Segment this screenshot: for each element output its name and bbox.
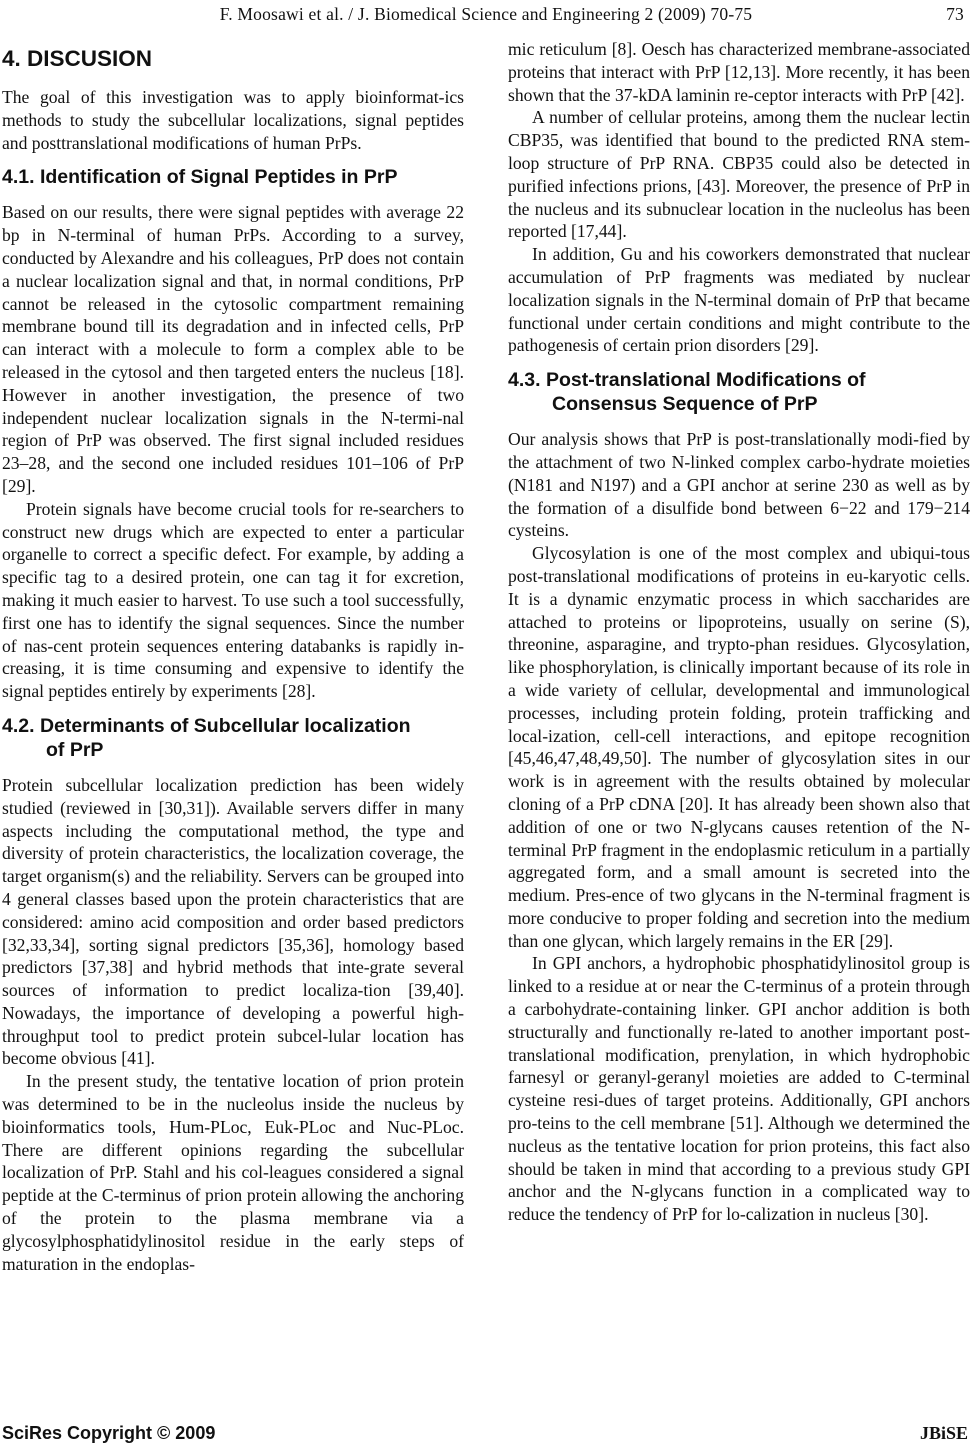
paragraph: The goal of this investigation was to apply bioinformat-ics methods to study the subcellular localizations, signal peptides and posttranslational modifications of human PrPs. — [2, 87, 464, 153]
paragraph: Glycosylation is one of the most complex and ubiqui-tous post-translational modifications of proteins in eu-karyotic cells. It is a dynamic enzymatic process in which saccharides are attached to proteins or lipoproteins, usually on serine (S), threonine, asparagine, and trypto-phan residues. Glycosylation, like phosphorylation, is clinically important because of its role in a wide variety of cellular, developmental and immunological processes, including protein folding, protein trafficking and local-ization, cell-cell interactions, and epitope recognition [45,46,47,48,49,50]. The number of glycosylation sites in our work is in agreement with the results obtained by molecular cloning of a PrP cDNA [20]. It has already been shown also that addition of one or two N-glycans causes retention of the N-terminal PrP fragment in the endoplasmic reticulum in a partially aggregated form, and a small amount is secreted into the medium. Pres-ence of two glycans in the N-terminal fragment is more conducive to proper folding and secretion into the medium than one glycan, which largely remains in the ER [29]. — [508, 543, 970, 951]
paragraph: In the present study, the tentative location of prion protein was determined to be in the nucleolus inside the nucleus by bioinformatics tools, Hum-PLoc, Euk-PLoc and Nuc-PLoc. There are different opinions regarding the subcellular localization of PrP. Stahl and his col-leagues considered a signal peptide at the C-terminus of prion protein allowing the anchoring of the protein to the plasma membrane via a glycosylphosphatidylinositol residue in the early steps of maturation in the endoplas- — [2, 1071, 464, 1274]
section-heading-discussion: 4. DISCUSION — [2, 46, 153, 71]
section-heading-4-3 — [508, 368, 970, 416]
paragraph: In addition, Gu and his coworkers demonstrated that nuclear accumulation of PrP fragments was mediated by nuclear localization signals in the N-terminal domain of PrP that became functional under certain conditions and might contribute to the pathogenesis of certain prion disorders [29]. — [508, 244, 970, 356]
right-column — [508, 38, 970, 1226]
paragraph: Protein subcellular localization prediction has been widely studied (reviewed in [30,31]). Available servers differ in many aspects including the computational method, the type and diversity of protein characteristics, the localization coverage, the target organism(s) and the reliability. Servers can be grouped into 4 general classes based upon the protein characteristics that are considered: amino acid composition and order based predictors [32,33,34], sorting signal predictors [35,36], homology based predictors [37,38] and hybrid methods that inte-grate several sources of information to predict localiza-tion [39,40]. Nowadays, the importance of developing a powerful high-throughput tool to predict protein subcel-lular location has become obvious [41]. — [2, 774, 464, 1069]
section-heading-4-2 — [2, 714, 464, 762]
heading-line: 4.3. Post-translational Modifications of — [508, 369, 866, 392]
footer-copyright: SciRes Copyright © 2009 — [2, 1423, 216, 1443]
heading-line: of PrP — [46, 738, 104, 761]
paragraph: Protein signals have become crucial tools for re-searchers to construct new drugs which are expected to enter a particular organelle to correct a specific defect. For example, by adding a specific tag to a desired protein, one can tag it for excretion, making it much easier to harvest. To use such a tool successfully, first one has to identify the signal sequences. Since the number of nas-cent protein sequences entering databanks is rapidly in-creasing, it is time consuming and expensive to identify the signal peptides entirely by experiments [28]. — [2, 498, 464, 702]
paragraph: mic reticulum [8]. Oesch has characterized membrane-associated proteins that interact with PrP [12,13]. More recently, it has been shown that the 37-kDA laminin re-ceptor interacts with PrP [42]. — [508, 39, 970, 105]
running-head-text: F. Moosawi et al. / J. Biomedical Science and Engineering 2 (2009) 70-75 — [219, 4, 753, 24]
paragraph: A number of cellular proteins, among them the nuclear lectin CBP35, was identified that bound to the predicted RNA stem-loop structure of PrP RNA. CBP35 could also be detected in purified infections prions, [43]. Moreover, the presence of PrP in the nucleus and its subnuclear location in the nucleolus has been reported [17,44]. — [508, 107, 970, 242]
paragraph: Our analysis shows that PrP is post-translationally modi-fied by the attachment of two N-linked complex carbo-hydrate moieties (N181 and N197) and a GPI anchor at serine 230 as well as by the formation of a disulfide bond between 6−22 and 179−214 cysteins. — [508, 429, 970, 541]
heading-line: Consensus Sequence of PrP — [552, 393, 818, 416]
paragraph: Based on our results, there were signal peptides with average 22 bp in N-terminal of human PrPs. According to a survey, conducted by Alexandre and his colleagues, PrP does not contain a nuclear localization signal and that, in normal conditions, PrP cannot be released in the cytosolic compartment remaining membrane bound till its degradation and in infected cells, PrP can interact with a molecule to form a complex able to be released in the cytosol and then targeted enters the nucleus [18]. However in another investigation, the presence of two independent nuclear localization signals in the N-termi-nal region of PrP was observed. The first signal included residues 23–28, and the second one included residues 101–106 of PrP [29]. — [2, 202, 464, 496]
footer-journal: JBiSE — [919, 1423, 968, 1443]
section-heading-4-1: 4.1. Identification of Signal Peptides in PrP — [2, 166, 398, 189]
left-column — [2, 38, 464, 1275]
paragraph: In GPI anchors, a hydrophobic phosphatidylinositol group is linked to a residue at or near the C-terminus of a protein through a carbohydrate-containing linker. GPI anchor addition is both structurally and functionally re-lated to another important post-translational modification, prenylation, in which hydrophobic farnesyl or geranyl-geranyl moieties are added to C-terminal cysteine resi-dues of target proteins. Additionally, GPI anchors pro-teins to the cell membrane [51]. Although we determined the nucleus as the tentative location for prion proteins, this fact also should be taken in mind that according to a previous study GPI anchor and the N-glycans function in a complicated way to reduce the tendency of PrP for lo-calization in nucleus [30]. — [508, 953, 970, 1225]
running-head — [0, 4, 972, 25]
page-footer — [2, 1423, 968, 1447]
page-number: 73 — [946, 4, 964, 24]
heading-line: 4.2. Determinants of Subcellular localization — [2, 714, 411, 737]
